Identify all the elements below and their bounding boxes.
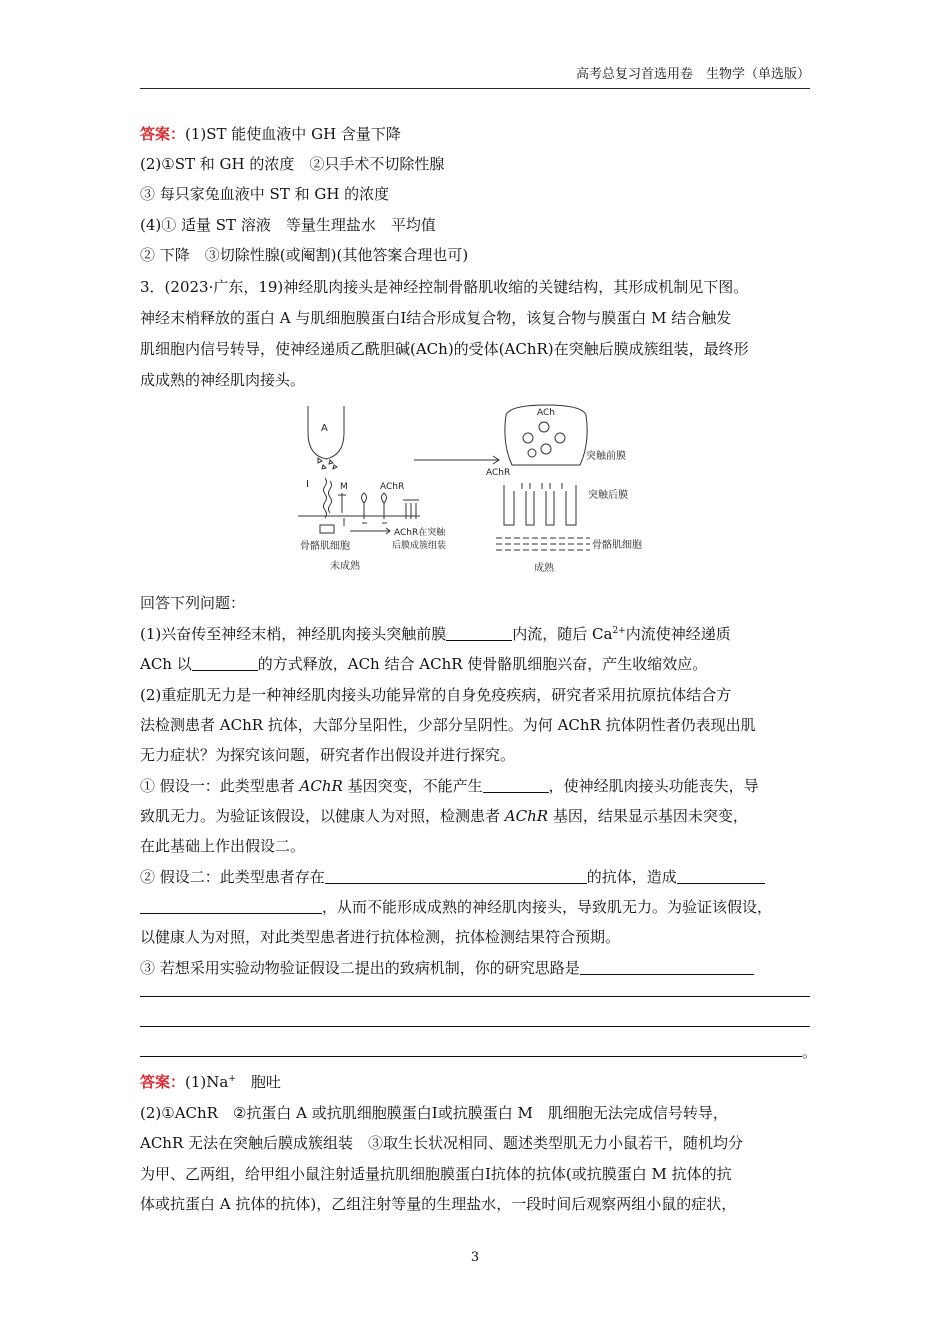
answer-blank[interactable] — [140, 897, 322, 914]
q2-line1: (2)重症肌无力是一种神经肌肉接头功能异常的自身免疫疾病，研究者采用抗原抗体结合方 — [140, 686, 732, 704]
answer1-line2: (2)①ST 和 GH 的浓度 ②只手术不切除性腺 — [140, 155, 445, 173]
fig-label-achr-left: AChR — [380, 482, 405, 492]
fig-label-mature: 成熟 — [534, 563, 554, 574]
fig-label-I: Ⅰ — [306, 479, 309, 490]
hypothesis1-line3: 在此基础上作出假设二。 — [140, 837, 306, 855]
fig-label-muscle-right: 骨骼肌细胞 — [592, 540, 642, 551]
answer-blank[interactable] — [677, 867, 765, 884]
answer1-label: 答案： — [140, 125, 186, 143]
q3-para-line3: 肌细胞内信号转导，使神经递质乙酰胆碱(ACh)的受体(AChR)在突触后膜成簇组装，最终形 — [140, 340, 749, 358]
answer1-line3: ③ 每只家兔血液中 ST 和 GH 的浓度 — [140, 185, 390, 203]
fig-label-M: M — [340, 482, 348, 492]
fig-label-A: A — [321, 423, 328, 434]
answer-blank[interactable] — [325, 867, 587, 884]
answer2-line4: 为甲、乙两组，给甲组小鼠注射适量抗肌细胞膜蛋白Ⅰ抗体的抗体(或抗膜蛋白 M 抗体的抗 — [140, 1165, 732, 1183]
fig-label-post: 突触后膜 — [588, 490, 628, 501]
answer-blank[interactable] — [446, 624, 512, 641]
answer-blank[interactable] — [580, 958, 754, 975]
answer1-line1: 答案：(1)ST 能使血液中 GH 含量下降 — [140, 125, 401, 143]
q1-line1: (1)兴奋传至神经末梢，神经肌肉接头突触前膜 内流，随后 $Ca^{2+}$内流使神经递质 — [140, 625, 731, 643]
answer-blank-line[interactable] — [140, 1025, 810, 1027]
muscle-fiber-right — [496, 538, 590, 550]
vesicle-drops — [318, 458, 337, 469]
postsynaptic-folds — [504, 485, 576, 525]
receptor-chain-2 — [329, 481, 332, 513]
end-mark: 。 — [802, 1043, 818, 1061]
hypothesis1-line2: 致肌无力。为验证该假设，以健康人为对照，检测患者 AChR 基因，结果显示基因未突变， — [140, 807, 748, 825]
answer-blank-line[interactable] — [140, 1055, 802, 1057]
answer1-line4: (4)① 适量 ST 溶液 等量生理盐水 平均值 — [140, 216, 436, 234]
fig-label-achr-right: AChR — [486, 468, 511, 478]
fig-label-immature: 未成熟 — [330, 561, 360, 572]
hypothesis2-line2: ，从而不能形成成熟的神经肌肉接头，导致肌无力。为验证该假设， — [140, 894, 772, 920]
q1-line2: ACh 以 的方式释放，ACh 结合 AChR 使骨骼肌细胞兴奋，产生收缩效应。 — [140, 655, 708, 673]
transition-arrow — [414, 456, 499, 464]
nucleus-box — [320, 525, 334, 533]
page-number: 3 — [470, 1250, 480, 1265]
answer-blank-line[interactable] — [140, 995, 810, 997]
answer1-line5: ② 下降 ③切除性腺(或阉割)(其他答案合理也可) — [140, 246, 469, 264]
answer2-line2: (2)①AChR ②抗蛋白 A 或抗肌细胞膜蛋白Ⅰ或抗膜蛋白 M 肌细胞无法完成信号转导， — [140, 1104, 728, 1122]
fig-label-ach: ACh — [537, 408, 555, 418]
q3-para-line2: 神经末梢释放的蛋白 A 与肌细胞膜蛋白Ⅰ结合形成复合物，该复合物与膜蛋白 M 结合触发 — [140, 309, 732, 327]
hypothesis1-line1: ① 假设一：此类型患者 AChR 基因突变，不能产生 ，使神经肌肉接头功能丧失，导 — [140, 777, 759, 795]
achr-left-1 — [362, 493, 368, 523]
page-header — [140, 66, 810, 89]
answer-blank[interactable] — [483, 776, 549, 793]
fig-label-muscle-left: 骨骼肌细胞 — [300, 541, 350, 552]
hypothesis2-line3: 以健康人为对照，对此类型患者进行抗体检测，抗体检测结果符合预期。 — [140, 928, 621, 946]
m-protein — [338, 493, 346, 526]
q2-line2: 法检测患者 AChR 抗体，大部分呈阳性，少部分呈阴性。为何 AChR 抗体阴性者仍表现出肌 — [140, 716, 756, 734]
answer2-line1: 答案：(1)Na+ 胞吐 — [140, 1073, 281, 1091]
hypothesis2-line1: ② 假设二：此类型患者存在 的抗体，造成 — [140, 864, 765, 890]
q3-para-line4: 成成熟的神经肌肉接头。 — [140, 371, 306, 389]
receptor-chain — [324, 478, 327, 518]
answer2-line3: AChR 无法在突触后膜成簇组装 ③取生长状况相同、题述类型肌无力小鼠若干，随机均分 — [140, 1134, 744, 1152]
fig-label-pre: 突触前膜 — [586, 451, 626, 462]
fig-label-cluster: AChR在突触 — [394, 528, 446, 538]
achr-right — [522, 483, 562, 489]
header-title: 高考总复习首选用卷 生物学（单选版） — [575, 67, 810, 82]
arrow-cluster — [350, 528, 390, 534]
answer-blank[interactable] — [192, 654, 258, 671]
q3-para-line1: 3．(2023·广东，19)神经肌肉接头是神经控制骨骼肌收缩的关键结构，其形成机制见下图。 — [140, 278, 749, 296]
questions-intro: 回答下列问题： — [140, 594, 246, 612]
answer2-line5: 体或抗蛋白 A 抗体的抗体)，乙组注射等量的生理盐水，一段时间后观察两组小鼠的症状， — [140, 1195, 737, 1213]
achr-left-2 — [382, 493, 388, 523]
answer2-label: 答案： — [140, 1073, 186, 1091]
q2-line3: 无力症状？为探究该问题，研究者作出假设并进行探究。 — [140, 746, 516, 764]
hypothesis3-line1: ③ 若想采用实验动物验证假设二提出的致病机制，你的研究思路是 — [140, 955, 754, 981]
fig-label-cluster2: 后膜成簇组装 — [392, 541, 447, 551]
nmj-formation-figure — [290, 403, 670, 578]
immature-panel — [298, 406, 420, 534]
